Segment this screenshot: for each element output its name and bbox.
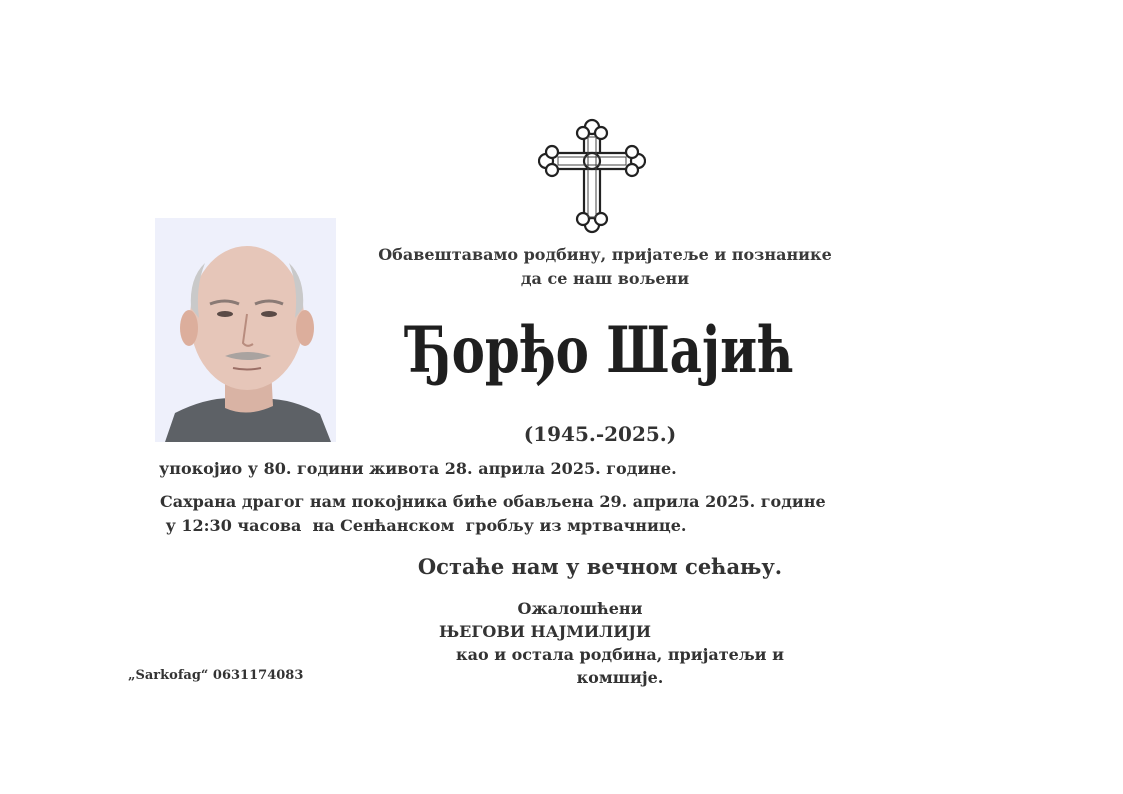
portrait-illustration	[155, 218, 336, 442]
intro-line-1: Обавештавамо родбину, пријатеље и познанике	[378, 245, 832, 264]
life-years: (1945.-2025.)	[523, 422, 677, 446]
death-notice: упокојио у 80. години живота 28. априла 2025. године.	[159, 459, 677, 478]
memory-line: Остаће нам у вечном сећању.	[417, 554, 783, 579]
mourners-line-1: Ожалошћени	[517, 599, 643, 618]
deceased-name: Ђорђо Шајић	[406, 313, 794, 388]
mourners-block	[360, 597, 800, 689]
funeral-line-2: у 12:30 часова на Сенћанском гробљу из мртвачнице.	[160, 516, 687, 535]
funeral-details	[160, 490, 826, 538]
mourners-line-3: као и остала родбина, пријатељи и комшије.	[456, 645, 784, 687]
mourners-line-2: ЊЕГОВИ НАЈМИЛИЈИ	[438, 622, 652, 641]
intro-line-2: да се наш вољени	[520, 269, 690, 288]
portrait-photo	[155, 218, 336, 442]
funeral-home-credit: „Sarkofag“ 0631174083	[128, 668, 304, 683]
orthodox-cross-icon	[538, 117, 646, 235]
intro-text	[350, 243, 860, 291]
funeral-line-1: Сахрана драгог нам покојника биће обављена 29. априла 2025. године	[160, 492, 826, 511]
